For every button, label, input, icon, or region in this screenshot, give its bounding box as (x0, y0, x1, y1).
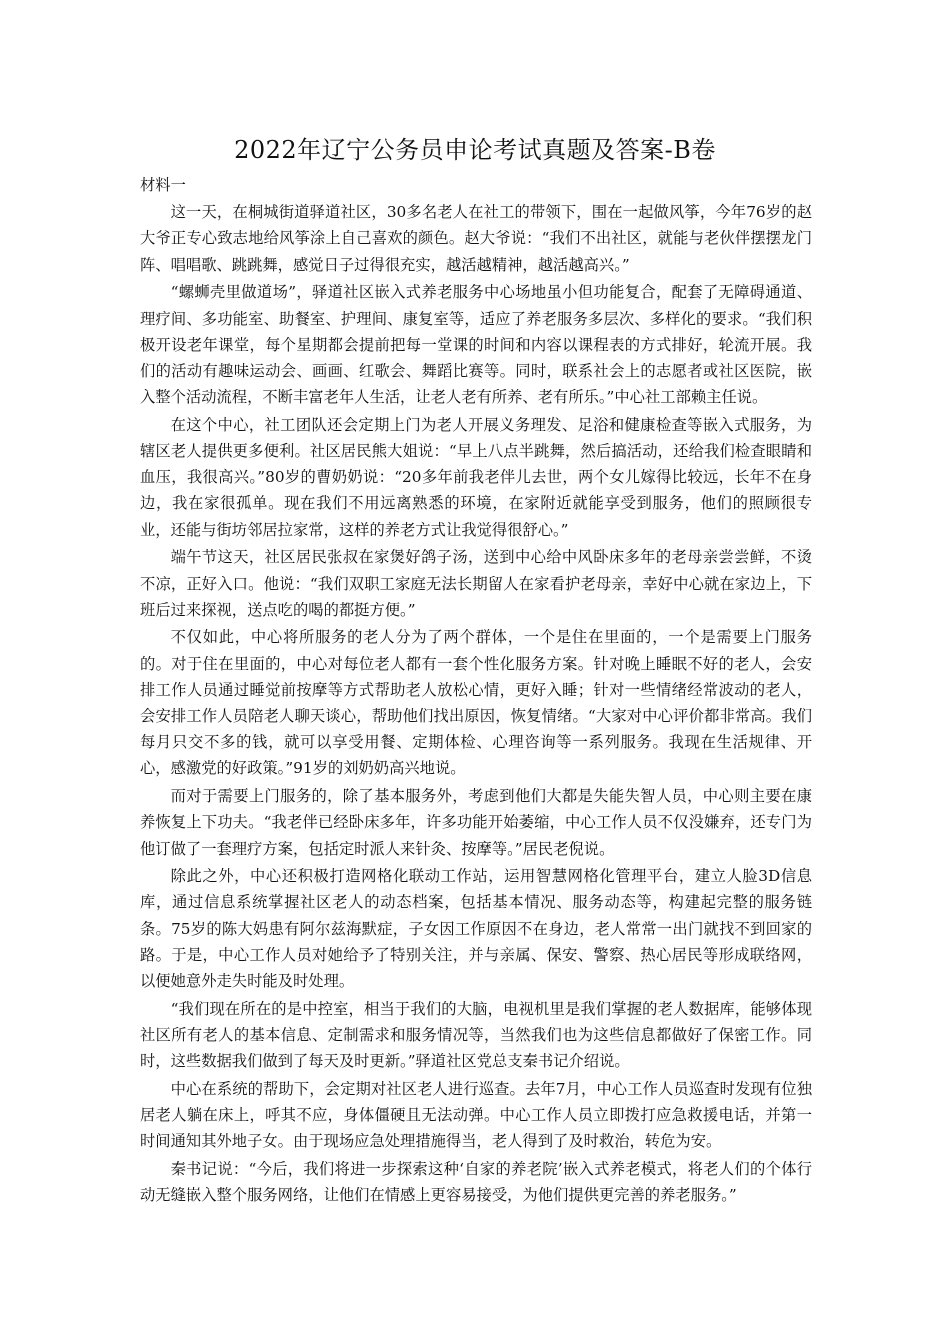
paragraph: 不仅如此，中心将所服务的老人分为了两个群体，一个是住在里面的，一个是需要上门服务的。对于住在里面的，中心对每位老人都有一套个性化服务方案。针对晚上睡眠不好的老人，会安排工作人员通过睡觉前按摩等方式帮助老人放松心情，更好入睡；针对一些情绪经常波动的老人，会安排工作人员陪老人聊天谈心，帮助他们找出原因，恢复情绪。“大家对中心评价都非常高。我们每月只交不多的钱，就可以享受用餐、定期体检、心理咨询等一系列服务。我现在生活规律、开心，感激党的好政策。”91岁的刘奶奶高兴地说。 (140, 628, 812, 778)
paragraph: 而对于需要上门服务的，除了基本服务外，考虑到他们大都是失能失智人员，中心则主要在康养恢复上下功夫。“我老伴已经卧床多年，许多功能开始萎缩，中心工作人员不仅没嫌弃，还专门为他订做了一套理疗方案，包括定时派人来针灸、按摩等。”居民老倪说。 (140, 787, 812, 858)
section-label: 材料一 (140, 176, 186, 194)
paragraph: “螺蛳壳里做道场”，驿道社区嵌入式养老服务中心场地虽小但功能复合，配套了无障碍通道、理疗间、多功能室、助餐室、护理间、康复室等，适应了养老服务多层次、多样化的要求。“我们积极开设老年课堂，每个星期都会提前把每一堂课的时间和内容以课程表的方式排好，轮流开展。我们的活动有趣味运动会、画画、红歌会、舞蹈比赛等。同时，联系社会上的志愿者或社区医院，嵌入整个活动流程，不断丰富老年人生活，让老人老有所养、老有所乐。”中心社工部赖主任说。 (140, 283, 812, 407)
document-body (140, 172, 812, 1210)
paragraph: 中心在系统的帮助下，会定期对社区老人进行巡查。去年7月，中心工作人员巡查时发现有位独居老人躺在床上，呼其不应，身体僵硬且无法动弹。中心工作人员立即拨打应急救援电话，并第一时间通知其外地子女。由于现场应急处理措施得当，老人得到了及时救治，转危为安。 (140, 1079, 812, 1151)
paragraph: “我们现在所在的是中控室，相当于我们的大脑，电视机里是我们掌握的老人数据库，能够体现社区所有老人的基本信息、定制需求和服务情况等，当然我们也为这些信息都做好了保密工作。同时，这些数据我们做到了每天及时更新。”驿道社区党总支秦书记介绍说。 (140, 999, 812, 1071)
page-title: 2022年辽宁公务员申论考试真题及答案-B卷 (234, 136, 716, 164)
paragraph: 这一天，在桐城街道驿道社区，30多名老人在社工的带领下，围在一起做风筝，今年76岁的赵大爷正专心致志地给风筝涂上自己喜欢的颜色。赵大爷说：“我们不出社区，就能与老伙伴摆摆龙门阵、唱唱歌、跳跳舞，感觉日子过得很充实，越活越精神，越活越高兴。” (140, 203, 812, 274)
paragraph: 秦书记说：“今后，我们将进一步探索这种‘自家的养老院’嵌入式养老模式，将老人们的个体行动无缝嵌入整个服务网络，让他们在情感上更容易接受，为他们提供更完善的养老服务。” (140, 1160, 812, 1205)
paragraph: 除此之外，中心还积极打造网格化联动工作站，运用智慧网格化管理平台，建立人脸3D信息库，通过信息系统掌握社区老人的动态档案，包括基本情况、服务动态等，构建起完整的服务链条。75岁的陈大妈患有阿尔兹海默症，子女因工作原因不在身边，老人常常一出门就找不到回家的路。于是，中心工作人员对她给予了特别关注，并与亲属、保安、警察、热心居民等形成联络网，以便她意外走失时能及时处理。 (140, 867, 812, 991)
paragraph: 端午节这天，社区居民张叔在家煲好鸽子汤，送到中心给中风卧床多年的老母亲尝尝鲜，不烫不凉，正好入口。他说：“我们双职工家庭无法长期留人在家看护老母亲，幸好中心就在家边上，下班后过来探视，送点吃的喝的都挺方便。” (140, 548, 812, 619)
paragraph: 在这个中心，社工团队还会定期上门为老人开展义务理发、足浴和健康检查等嵌入式服务，为辖区老人提供更多便利。社区居民熊大姐说：“早上八点半跳舞，然后搞活动，还给我们检查眼睛和血压，我很高兴。”80岁的曹奶奶说：“20多年前我老伴儿去世，两个女儿嫁得比较远，长年不在身边，我在家很孤单。现在我们不用远离熟悉的环境，在家附近就能享受到服务，他们的照顾很专业，还能与街坊邻居拉家常，这样的养老方式让我觉得很舒心。” (140, 415, 812, 539)
